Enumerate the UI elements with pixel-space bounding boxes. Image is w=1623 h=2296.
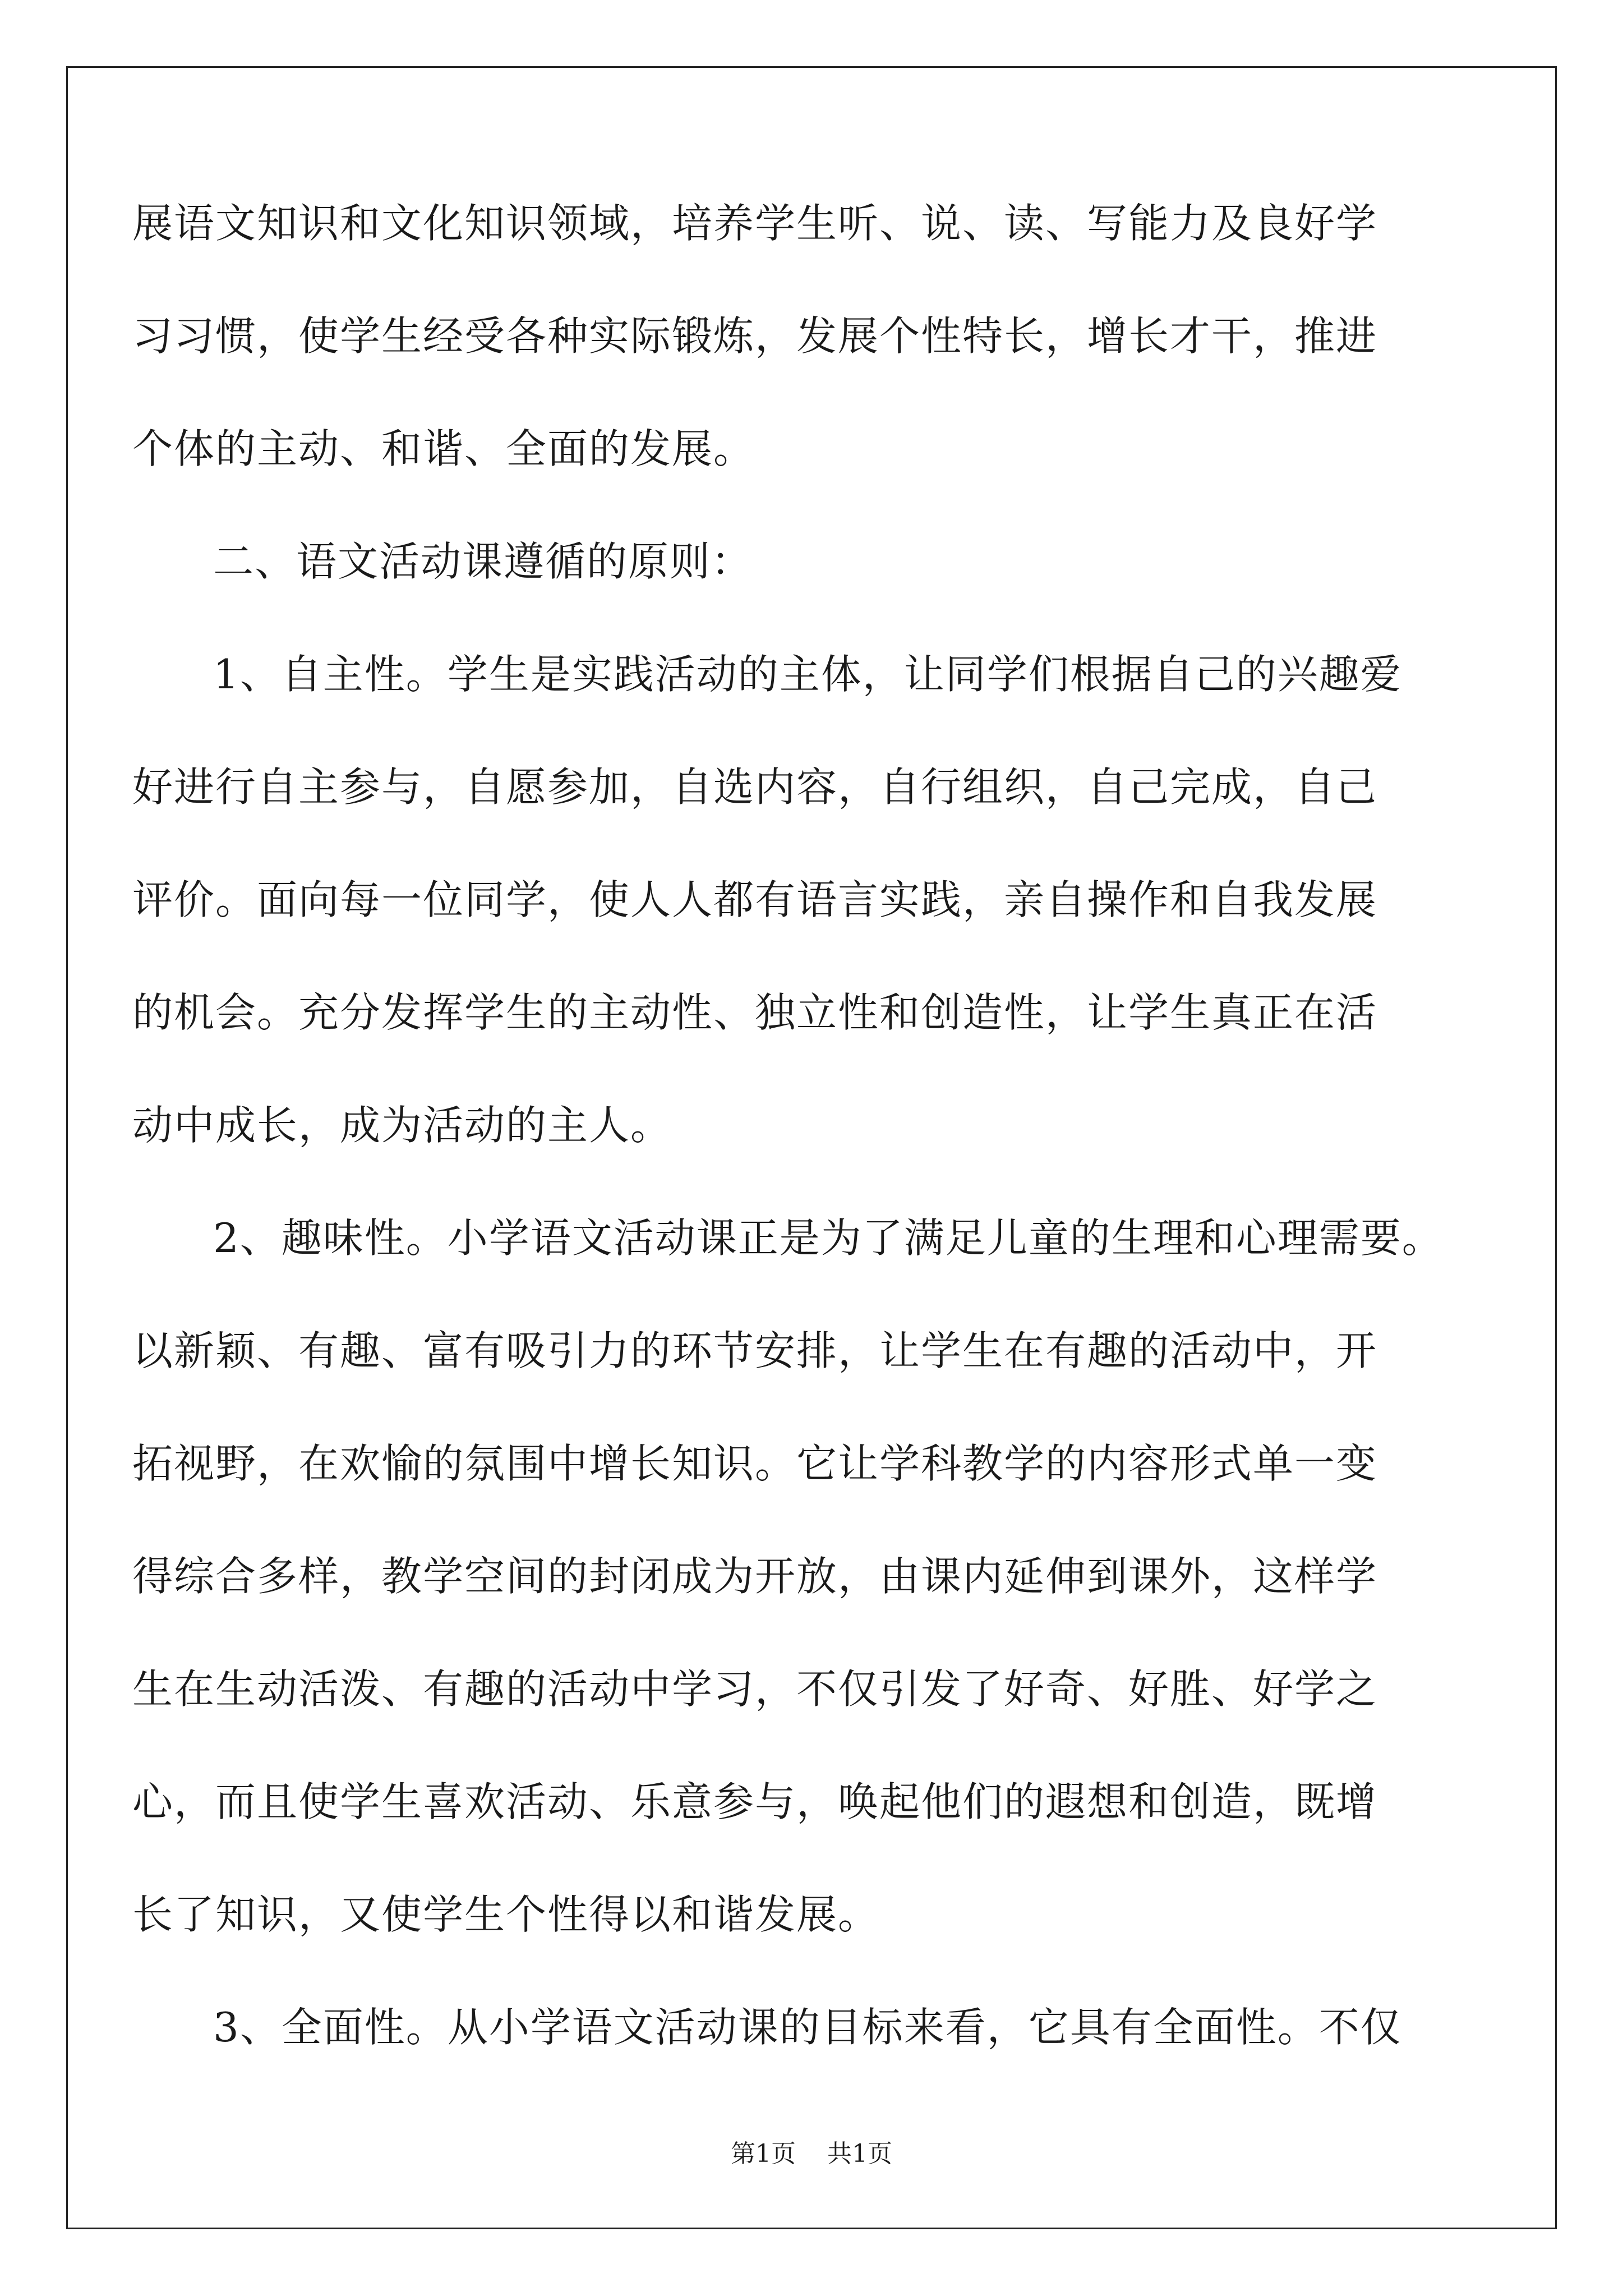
text-line: 的机会。充分发挥学生的主动性、独立性和创造性，让学生真正在活 (132, 989, 1378, 1036)
paragraph-start: 2、趣味性。小学语文活动课正是为了满足儿童的生理和心理需要。 (213, 1214, 1444, 1262)
section-heading: 二、语文活动课遵循的原则： (213, 538, 753, 585)
text-line: 个体的主动、和谐、全面的发展。 (132, 425, 755, 472)
text-line: 好进行自主参与，自愿参加，自选内容，自行组织，自己完成，自己 (132, 763, 1378, 811)
text-line: 评价。面向每一位同学，使人人都有语言实践，亲自操作和自我发展 (132, 876, 1378, 923)
text-line: 展语文知识和文化知识领域，培养学生听、说、读、写能力及良好学 (132, 200, 1378, 247)
text-line: 以新颖、有趣、富有吸引力的环节安排，让学生在有趣的活动中，开 (132, 1327, 1378, 1374)
text-line: 拓视野，在欢愉的氛围中增长知识。它让学科教学的内容形式单一变 (132, 1440, 1378, 1487)
page-number-footer: 第1页 共1页 (731, 2139, 892, 2168)
paragraph-start: 1、自主性。学生是实践活动的主体，让同学们根据自己的兴趣爱 (213, 651, 1402, 698)
document-body (132, 196, 1478, 2113)
text-line: 长了知识，又使学生个性得以和谐发展。 (132, 1891, 880, 1938)
text-line: 生在生动活泼、有趣的活动中学习，不仅引发了好奇、好胜、好学之 (132, 1665, 1378, 1713)
paragraph-start: 3、全面性。从小学语文活动课的目标来看，它具有全面性。不仅 (213, 2004, 1402, 2051)
text-line: 习习惯，使学生经受各种实际锻炼，发展个性特长，增长才干，推进 (132, 312, 1378, 360)
text-line: 心，而且使学生喜欢活动、乐意参与，唤起他们的遐想和创造，既增 (132, 1778, 1378, 1825)
text-line: 动中成长，成为活动的主人。 (132, 1102, 672, 1149)
text-line: 得综合多样，教学空间的封闭成为开放，由课内延伸到课外，这样学 (132, 1553, 1378, 1600)
